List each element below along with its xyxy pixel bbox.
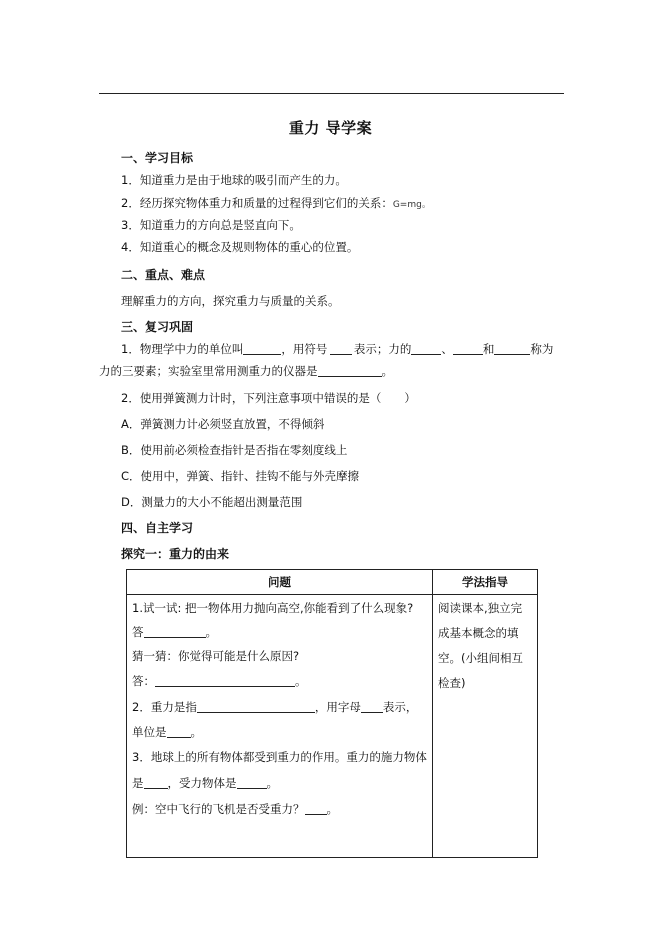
fill-blank[interactable] xyxy=(318,364,382,377)
guide-line-1: 阅读课本,独立完 xyxy=(438,601,523,615)
table-header-guide: 学法指导 xyxy=(433,570,538,595)
q-line-2 xyxy=(132,623,217,640)
study-table xyxy=(126,569,538,858)
guide-cell xyxy=(433,595,537,857)
fill-blank[interactable] xyxy=(453,342,483,355)
fill-blank[interactable] xyxy=(494,342,530,355)
fill-blank[interactable] xyxy=(305,800,327,815)
q1-text-c: 表示；力的 xyxy=(353,342,412,356)
answer-end: 。 xyxy=(295,674,307,688)
section-heading-keypoints: 二、重点、难点 xyxy=(121,268,206,282)
fill-blank[interactable] xyxy=(361,698,383,713)
q1-text-a: 1．物理学中力的单位叫 xyxy=(121,342,244,356)
explore-heading: 探究一：重力的由来 xyxy=(121,547,230,561)
fill-blank[interactable] xyxy=(243,342,281,355)
q-line-6 xyxy=(132,723,202,740)
table-header-question: 问题 xyxy=(127,570,433,595)
section-heading-goals: 一、学习目标 xyxy=(121,151,194,165)
fill-blank[interactable] xyxy=(167,723,191,738)
q9-text-b: 。 xyxy=(326,802,338,816)
goal-item-3: 3．知道重力的方向总是竖直向下。 xyxy=(121,218,301,232)
q5-text-b: ，用字母 xyxy=(314,700,361,714)
q-line-8 xyxy=(132,774,278,791)
review-q1-line1 xyxy=(121,341,553,357)
review-q1-line2 xyxy=(99,363,393,379)
goal-item-4: 4．知道重心的概念及规则物体的重心的位置。 xyxy=(121,240,359,254)
fill-blank[interactable] xyxy=(237,774,267,789)
section-heading-selfstudy: 四、自主学习 xyxy=(121,521,194,535)
option-b: B．使用前必须检查指针是否指在零刻度线上 xyxy=(121,443,348,457)
fill-blank[interactable] xyxy=(144,774,168,789)
q-line-9 xyxy=(132,800,338,817)
option-c: C．使用中，弹簧、指针、挂钩不能与外壳摩擦 xyxy=(121,469,360,483)
answer-label: 答： xyxy=(132,674,155,688)
section-heading-review: 三、复习巩固 xyxy=(121,320,194,334)
q1-text-b: ，用符号 xyxy=(281,342,328,356)
formula: G=mg。 xyxy=(392,200,431,210)
answer-end: 。 xyxy=(205,625,217,639)
q-line-3: 猜一猜：你觉得可能是什么原因? xyxy=(132,649,300,663)
guide-line-2: 成基本概念的填 xyxy=(438,626,519,640)
header-rule xyxy=(99,93,564,94)
fill-blank[interactable] xyxy=(144,623,206,638)
page-title: 重力 导学案 xyxy=(288,119,373,137)
q1-text-d: 、 xyxy=(441,342,453,356)
fill-blank[interactable] xyxy=(330,342,352,355)
q5-text-a: 2．重力是指 xyxy=(132,700,197,714)
guide-line-4: 检查) xyxy=(438,676,466,690)
q6-text-b: 。 xyxy=(190,725,202,739)
option-d: D．测量力的大小不能超出测量范围 xyxy=(121,495,303,509)
q-line-5 xyxy=(132,698,417,715)
option-a: A．弹簧测力计必须竖直放置，不得倾斜 xyxy=(121,417,325,431)
q1-line2-text: 力的三要素；实验室里常用测重力的仪器是 xyxy=(99,364,318,378)
q6-text-a: 单位是 xyxy=(132,725,167,739)
q8-text-c: 。 xyxy=(266,776,278,790)
q-line-1: 1.试一试: 把一物体用力抛向高空,你能看到了什么现象? xyxy=(132,601,414,615)
fill-blank[interactable] xyxy=(155,672,295,687)
q8-text-b: ，受力物体是 xyxy=(167,776,237,790)
q1-text-e: 和 xyxy=(482,342,495,356)
goal-item-2 xyxy=(121,195,431,213)
review-q2: 2．使用弹簧测力计时，下列注意事项中错误的是（ ） xyxy=(121,391,416,405)
q-line-4 xyxy=(132,672,307,689)
q9-text-a: 例：空中飞行的飞机是否受重力？ xyxy=(132,802,305,816)
goal-item-1: 1．知道重力是由于地球的吸引而产生的力。 xyxy=(121,173,347,187)
q5-text-c: 表示， xyxy=(382,700,418,714)
goal-item-2-text: 2．经历探究物体重力和质量的过程得到它们的关系： xyxy=(121,196,393,210)
question-cell xyxy=(127,595,432,857)
q-line-7: 3．地球上的所有物体都受到重力的作用。重力的施力物体 xyxy=(132,750,427,764)
fill-blank[interactable] xyxy=(411,342,441,355)
guide-line-3: 空。(小组间相互 xyxy=(438,651,523,665)
keypoints-text: 理解重力的方向，探究重力与质量的关系。 xyxy=(121,294,340,308)
answer-label: 答 xyxy=(132,625,144,639)
q1-text-f: 称为 xyxy=(530,342,554,356)
fill-blank[interactable] xyxy=(197,698,315,713)
q8-text-a: 是 xyxy=(132,776,144,790)
q1-line2-end: 。 xyxy=(381,364,393,378)
